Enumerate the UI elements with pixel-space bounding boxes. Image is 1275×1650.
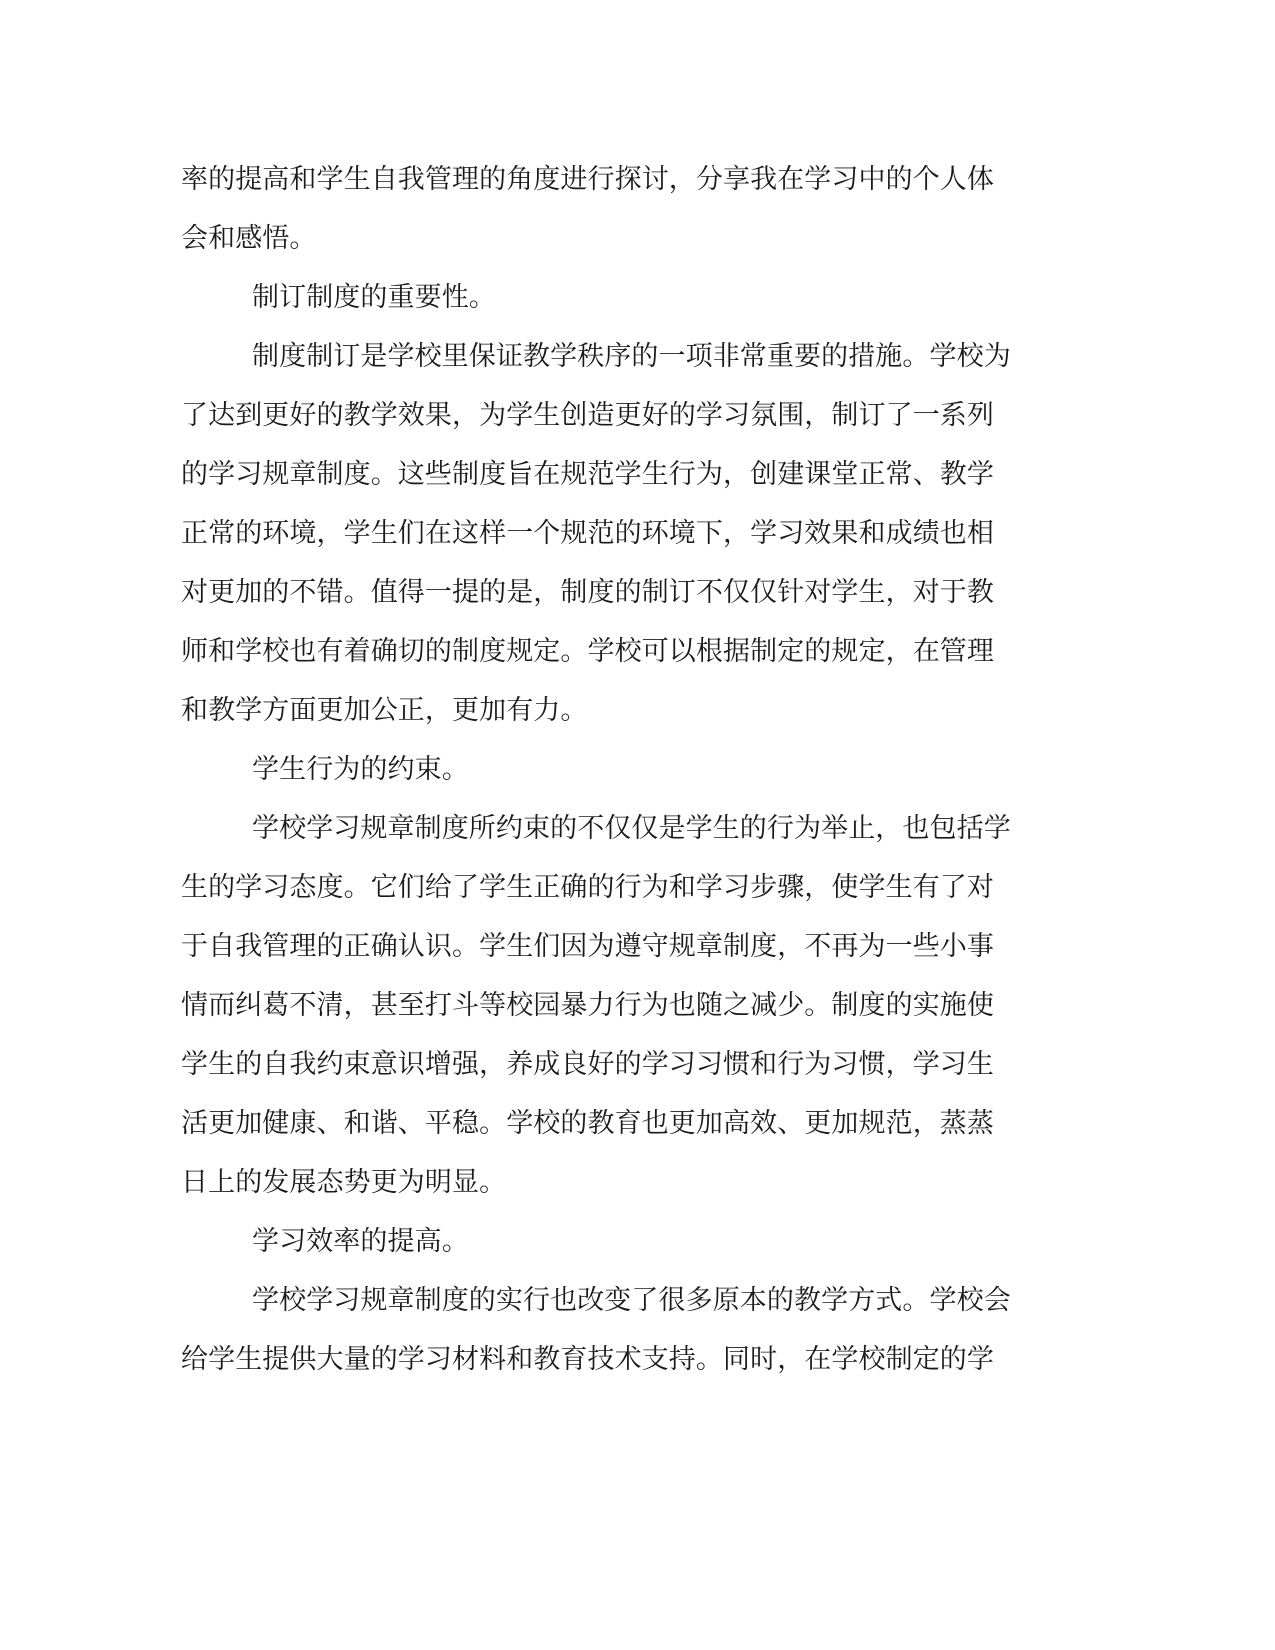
text-line: [0, 150, 1275, 210]
line-text: 率的提高和学生自我管理的角度进行探讨，分享我在学习中的个人体: [181, 164, 994, 195]
line-text: 对更加的不错。值得一提的是，制度的制订不仅仅针对学生，对于教: [181, 577, 994, 608]
line-text: 师和学校也有着确切的制度规定。学校可以根据制定的规定，在管理: [181, 636, 994, 667]
line-text: 于自我管理的正确认识。学生们因为遵守规章制度，不再为一些小事: [181, 931, 994, 962]
line-text: 生的学习态度。它们给了学生正确的行为和学习步骤，使学生有了对: [181, 872, 994, 903]
text-line: [0, 1153, 1275, 1213]
section-heading: [0, 1212, 1275, 1272]
line-text: 和教学方面更加公正，更加有力。: [181, 695, 588, 726]
line-text: 学习效率的提高。: [252, 1226, 469, 1257]
text-line: [0, 917, 1275, 977]
text-line: [0, 504, 1275, 564]
line-text: 日上的发展态势更为明显。: [181, 1167, 507, 1198]
line-text: 学生的自我约束意识增强，养成良好的学习习惯和行为习惯，学习生: [181, 1049, 994, 1080]
section-heading: [0, 268, 1275, 328]
section-heading: [0, 740, 1275, 800]
line-text: 情而纠葛不清，甚至打斗等校园暴力行为也随之减少。制度的实施使: [181, 990, 994, 1021]
text-line: [0, 327, 1275, 387]
line-text: 正常的环境，学生们在这样一个规范的环境下，学习效果和成绩也相: [181, 518, 994, 549]
line-text: 会和感悟。: [181, 223, 317, 254]
text-line: [0, 976, 1275, 1036]
text-line: [0, 563, 1275, 623]
line-text: 学校学习规章制度所约束的不仅仅是学生的行为举止，也包括学: [252, 813, 1011, 844]
line-text: 制订制度的重要性。: [252, 282, 496, 313]
line-text: 学校学习规章制度的实行也改变了很多原本的教学方式。学校会: [252, 1285, 1011, 1316]
line-text: 了达到更好的教学效果，为学生创造更好的学习氛围，制订了一系列: [181, 400, 994, 431]
text-line: [0, 1035, 1275, 1095]
line-text: 学生行为的约束。: [252, 754, 469, 785]
text-line: [0, 799, 1275, 859]
text-line: [0, 1330, 1275, 1390]
text-line: [0, 1271, 1275, 1331]
text-line: [0, 386, 1275, 446]
line-text: 制度制订是学校里保证教学秩序的一项非常重要的措施。学校为: [252, 341, 1011, 372]
text-line: [0, 209, 1275, 269]
line-text: 的学习规章制度。这些制度旨在规范学生行为，创建课堂正常、教学: [181, 459, 994, 490]
text-line: [0, 622, 1275, 682]
text-line: [0, 1094, 1275, 1154]
line-text: 活更加健康、和谐、平稳。学校的教育也更加高效、更加规范，蒸蒸: [181, 1108, 994, 1139]
text-line: [0, 445, 1275, 505]
text-line: [0, 681, 1275, 741]
text-line: [0, 858, 1275, 918]
line-text: 给学生提供大量的学习材料和教育技术支持。同时，在学校制定的学: [181, 1344, 994, 1375]
